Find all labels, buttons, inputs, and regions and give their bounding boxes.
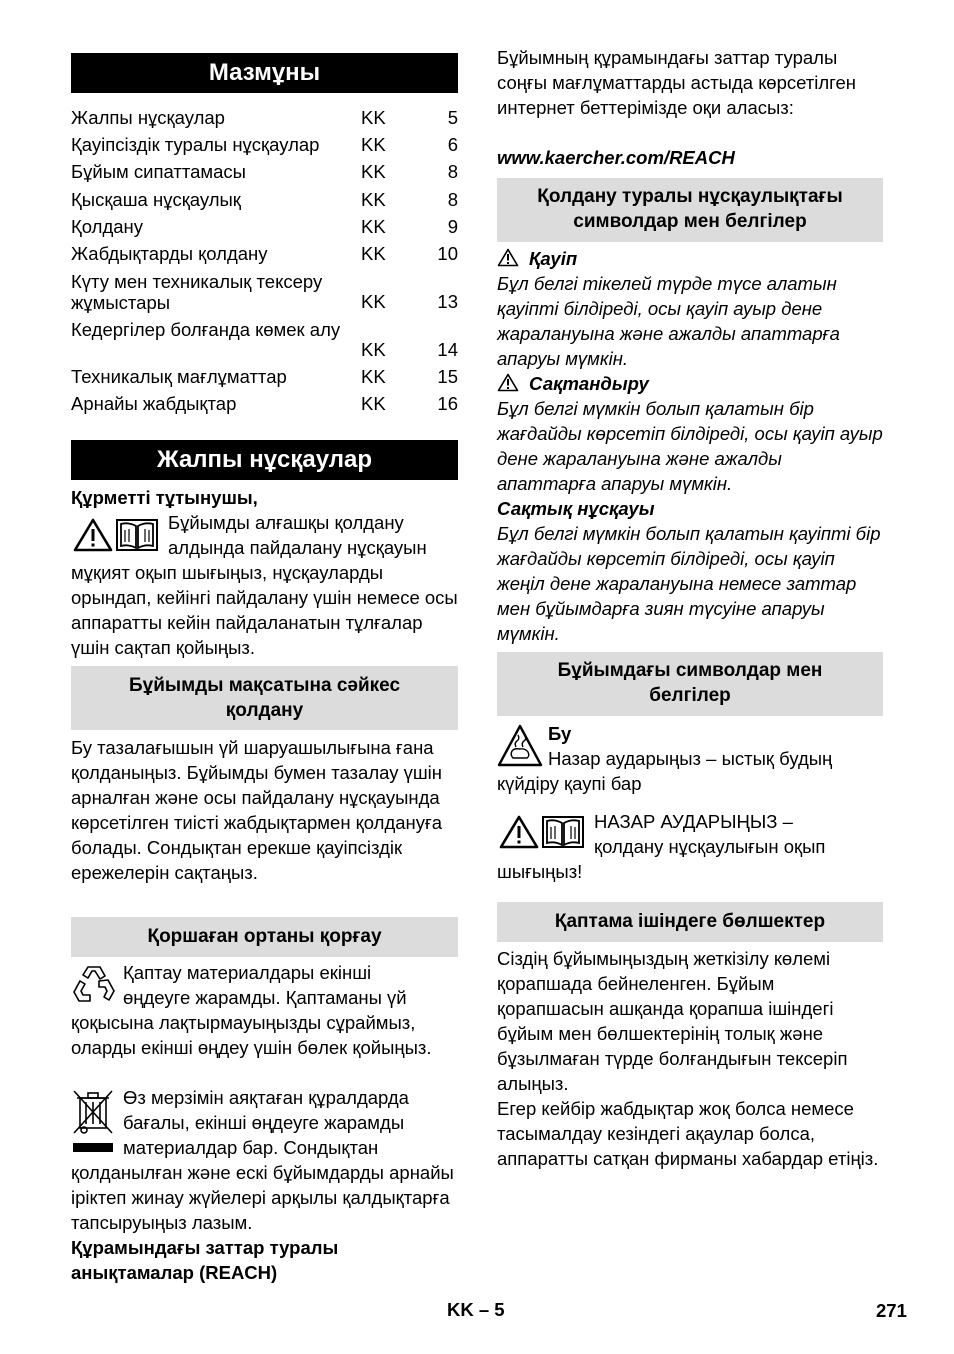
toc-row[interactable]	[71, 161, 458, 182]
hot-steam-icon	[497, 724, 543, 768]
toc-row-page: 8	[447, 189, 458, 210]
toc-row[interactable]	[71, 393, 458, 414]
recycle-text: қоқысына лақтырмауыңызды сұраймыз, оларды екінші өңдеу үшін бөлек қойыңыз.	[71, 1012, 432, 1058]
warning-triangle-icon	[73, 518, 113, 552]
steam-text: күйдіру қаупі бар	[497, 773, 642, 794]
toc-row-lang: KK	[361, 291, 386, 312]
package-text-2: Егер кейбір жабдықтар жоқ болса немесе тасымалдау кезіндегі ақаулар болса, аппаратты сатқан фирманы хабардар етіңіз.	[497, 1098, 879, 1169]
weee-line-3: материалдар бар. Сондықтан	[123, 1137, 379, 1158]
general-title-bar	[71, 440, 458, 480]
danger-text: Бұл белгі тікелей түрде түсе алатын қауіпті білдіреді, осы қауіп ауыр дене жаралануына және ажалды апаттарға апаруы мүмкін.	[497, 273, 840, 369]
intro-line-1: Бұйымды алғашқы қолдану	[168, 512, 404, 533]
toc-row-lang: KK	[361, 366, 386, 387]
footer-page-label: KK – 5	[447, 1299, 505, 1320]
toc-row-lang: KK	[361, 339, 386, 360]
toc-row-title: Күту мен техникалық тексеру жұмыстары	[71, 271, 323, 313]
reach-text: Бұйымның құрамындағы заттар туралы соңғы мағлұматтарды астыда көрсетілген интернет беттерімізде оқи аласыз:	[497, 47, 857, 118]
manual-book-icon	[115, 518, 159, 552]
read-line-2: қолдану нұсқаулығын оқып	[594, 836, 826, 857]
toc-row-title: Арнайы жабдықтар	[71, 393, 237, 414]
toc-row[interactable]	[71, 216, 458, 237]
toc-row-page: 10	[437, 243, 458, 264]
read-manual-book-icon	[541, 815, 585, 849]
package-title-bar	[497, 902, 883, 942]
intended-use-text: Бу тазалағышын үй шаруашылығына ғана қолданыңыз. Бұйымды бумен тазалау үшін арналған және осы пайдалану нұсқауында көрсетілген тиісті жабдықтармен қолдануға болады. Сондықтан ерекше қауіпсіздік ережелерін сақтаңыз.	[71, 737, 443, 883]
weee-line-1: Өз мерзімін аяқтаған құралдарда	[123, 1087, 409, 1108]
toc-row-lang: KK	[361, 161, 386, 182]
warning-text: Бұл белгі мүмкін болып қалатын бір жағдайды көрсетіп білдіреді, осы қауіп ауыр дене жаралануына және ажалды апаттарға апаруы мүмкін.	[497, 398, 883, 494]
warning-small-triangle-icon	[497, 373, 519, 392]
footer-page-number: 271	[876, 1300, 907, 1321]
toc-row-title: Кедергілер болғанда көмек алу	[71, 319, 341, 340]
recycling-icon	[71, 963, 117, 1007]
greeting: Құрметті тұтынушы,	[71, 487, 258, 508]
caution-label: Сақтық нұсқауы	[497, 498, 655, 519]
read-warning-triangle-icon	[499, 815, 539, 849]
weee-line-2: бағалы, екінші өңдеуге жарамды	[123, 1112, 405, 1133]
toc-row-page: 16	[437, 393, 458, 414]
recycle-line-1: Қаптау материалдары екінші	[123, 962, 372, 983]
toc-row[interactable]	[71, 319, 458, 361]
toc-row-lang: KK	[361, 189, 386, 210]
toc-row-title: Техникалық мағлұматтар	[71, 366, 287, 387]
toc-row[interactable]	[71, 271, 458, 313]
toc-row-title: Жабдықтарды қолдану	[71, 243, 268, 264]
danger-label: Қауіп	[529, 248, 578, 269]
package-title: Қаптама ішіндеге бөлшектер	[554, 911, 826, 932]
steam-label: Бу	[548, 723, 572, 744]
toc-title: Мазмұны	[208, 59, 321, 86]
toc-row-lang: KK	[361, 243, 386, 264]
intended-use-title-bar	[71, 666, 458, 730]
toc-row[interactable]	[71, 366, 458, 387]
toc-row-lang: KK	[361, 134, 386, 155]
danger-triangle-icon	[497, 248, 519, 267]
general-title: Жалпы нұсқаулар	[156, 446, 373, 473]
symbols-title-bar	[497, 178, 883, 242]
toc-row-lang: KK	[361, 393, 386, 414]
reach-url[interactable]: www.kaercher.com/REACH	[497, 147, 735, 168]
toc-row[interactable]	[71, 107, 458, 128]
toc-row-lang: KK	[361, 107, 386, 128]
toc-row-title: Бұйым сипаттамасы	[71, 161, 246, 182]
warning-label: Сақтандыру	[529, 373, 649, 394]
caution-text: Бұл белгі мүмкін болып қалатын қауіпті бір жағдайды көрсетіп білдіреді, осы қауіп жеңіл дене жаралануына немесе заттар мен бұйымдарға зиян түсуіне апаруы мүмкін.	[497, 523, 881, 644]
weee-text: қолданылған және ескі бұйымдарды арнайы іріктеп жинау жүйелері арқылы қалдықтарға тапсыруыңыз лазым.	[71, 1162, 454, 1233]
toc-row[interactable]	[71, 243, 458, 264]
crossed-bin-icon	[71, 1088, 115, 1156]
toc-row-title: Қысқаша нұсқаулық	[71, 189, 241, 210]
intro-line-2: алдында пайдалану нұсқауын	[168, 537, 427, 558]
toc-row[interactable]	[71, 134, 458, 155]
intro-text: мұқият оқып шығыңыз, нұсқауларды орындап, кейінгі пайдалану үшін немесе осы аппаратты кейін пайдаланатын тұлғалар үшін сақтап қойыңыз.	[71, 562, 458, 658]
toc-row-page: 5	[447, 107, 458, 128]
environment-title-bar	[71, 917, 458, 957]
toc-row-page: 8	[447, 161, 458, 182]
toc-title-bar	[71, 53, 458, 93]
toc-row-page: 13	[437, 291, 458, 312]
toc-row-page: 9	[447, 216, 458, 237]
toc-row-title: Қауіпсіздік туралы нұсқаулар	[71, 134, 320, 155]
intended-use-title: Бұйымды мақсатына сәйкес қолдану	[128, 675, 401, 721]
symbols-title: Қолдану туралы нұсқаулықтағы символдар мен белгілер	[537, 186, 843, 232]
toc-row-title: Жалпы нұсқаулар	[71, 107, 225, 128]
device-symbols-title: Бұйымдағы символдар мен белгілер	[557, 660, 823, 706]
toc-row-title: Қолдану	[71, 216, 144, 237]
toc-row-page: 6	[447, 134, 458, 155]
package-text-1: Сіздің бұйымыңыздың жеткізілу көлемі қорапшада бейнеленген. Бұйым қорапшасын ашқанда қорапша ішіндегі бұйым мен бөлшектерінің толық және бұзылмаған түрде болғандығын тексеріп алыңыз.	[497, 948, 848, 1094]
toc-row-page: 14	[437, 339, 458, 360]
toc-row-page: 15	[437, 366, 458, 387]
recycle-line-2: өңдеуге жарамды. Қаптаманы үй	[123, 987, 407, 1008]
read-text: шығыңыз!	[497, 861, 583, 882]
toc-row[interactable]	[71, 189, 458, 210]
reach-title: Құрамындағы заттар туралы анықтамалар (REACH)	[71, 1237, 339, 1283]
steam-line-1: Назар аударыңыз – ыстық будың	[548, 748, 833, 769]
device-symbols-title-bar	[497, 652, 883, 716]
read-line-1: НАЗАР АУДАРЫҢЫЗ –	[594, 811, 793, 832]
toc-row-lang: KK	[361, 216, 386, 237]
environment-title: Қоршаған ортаны қорғау	[147, 926, 382, 947]
